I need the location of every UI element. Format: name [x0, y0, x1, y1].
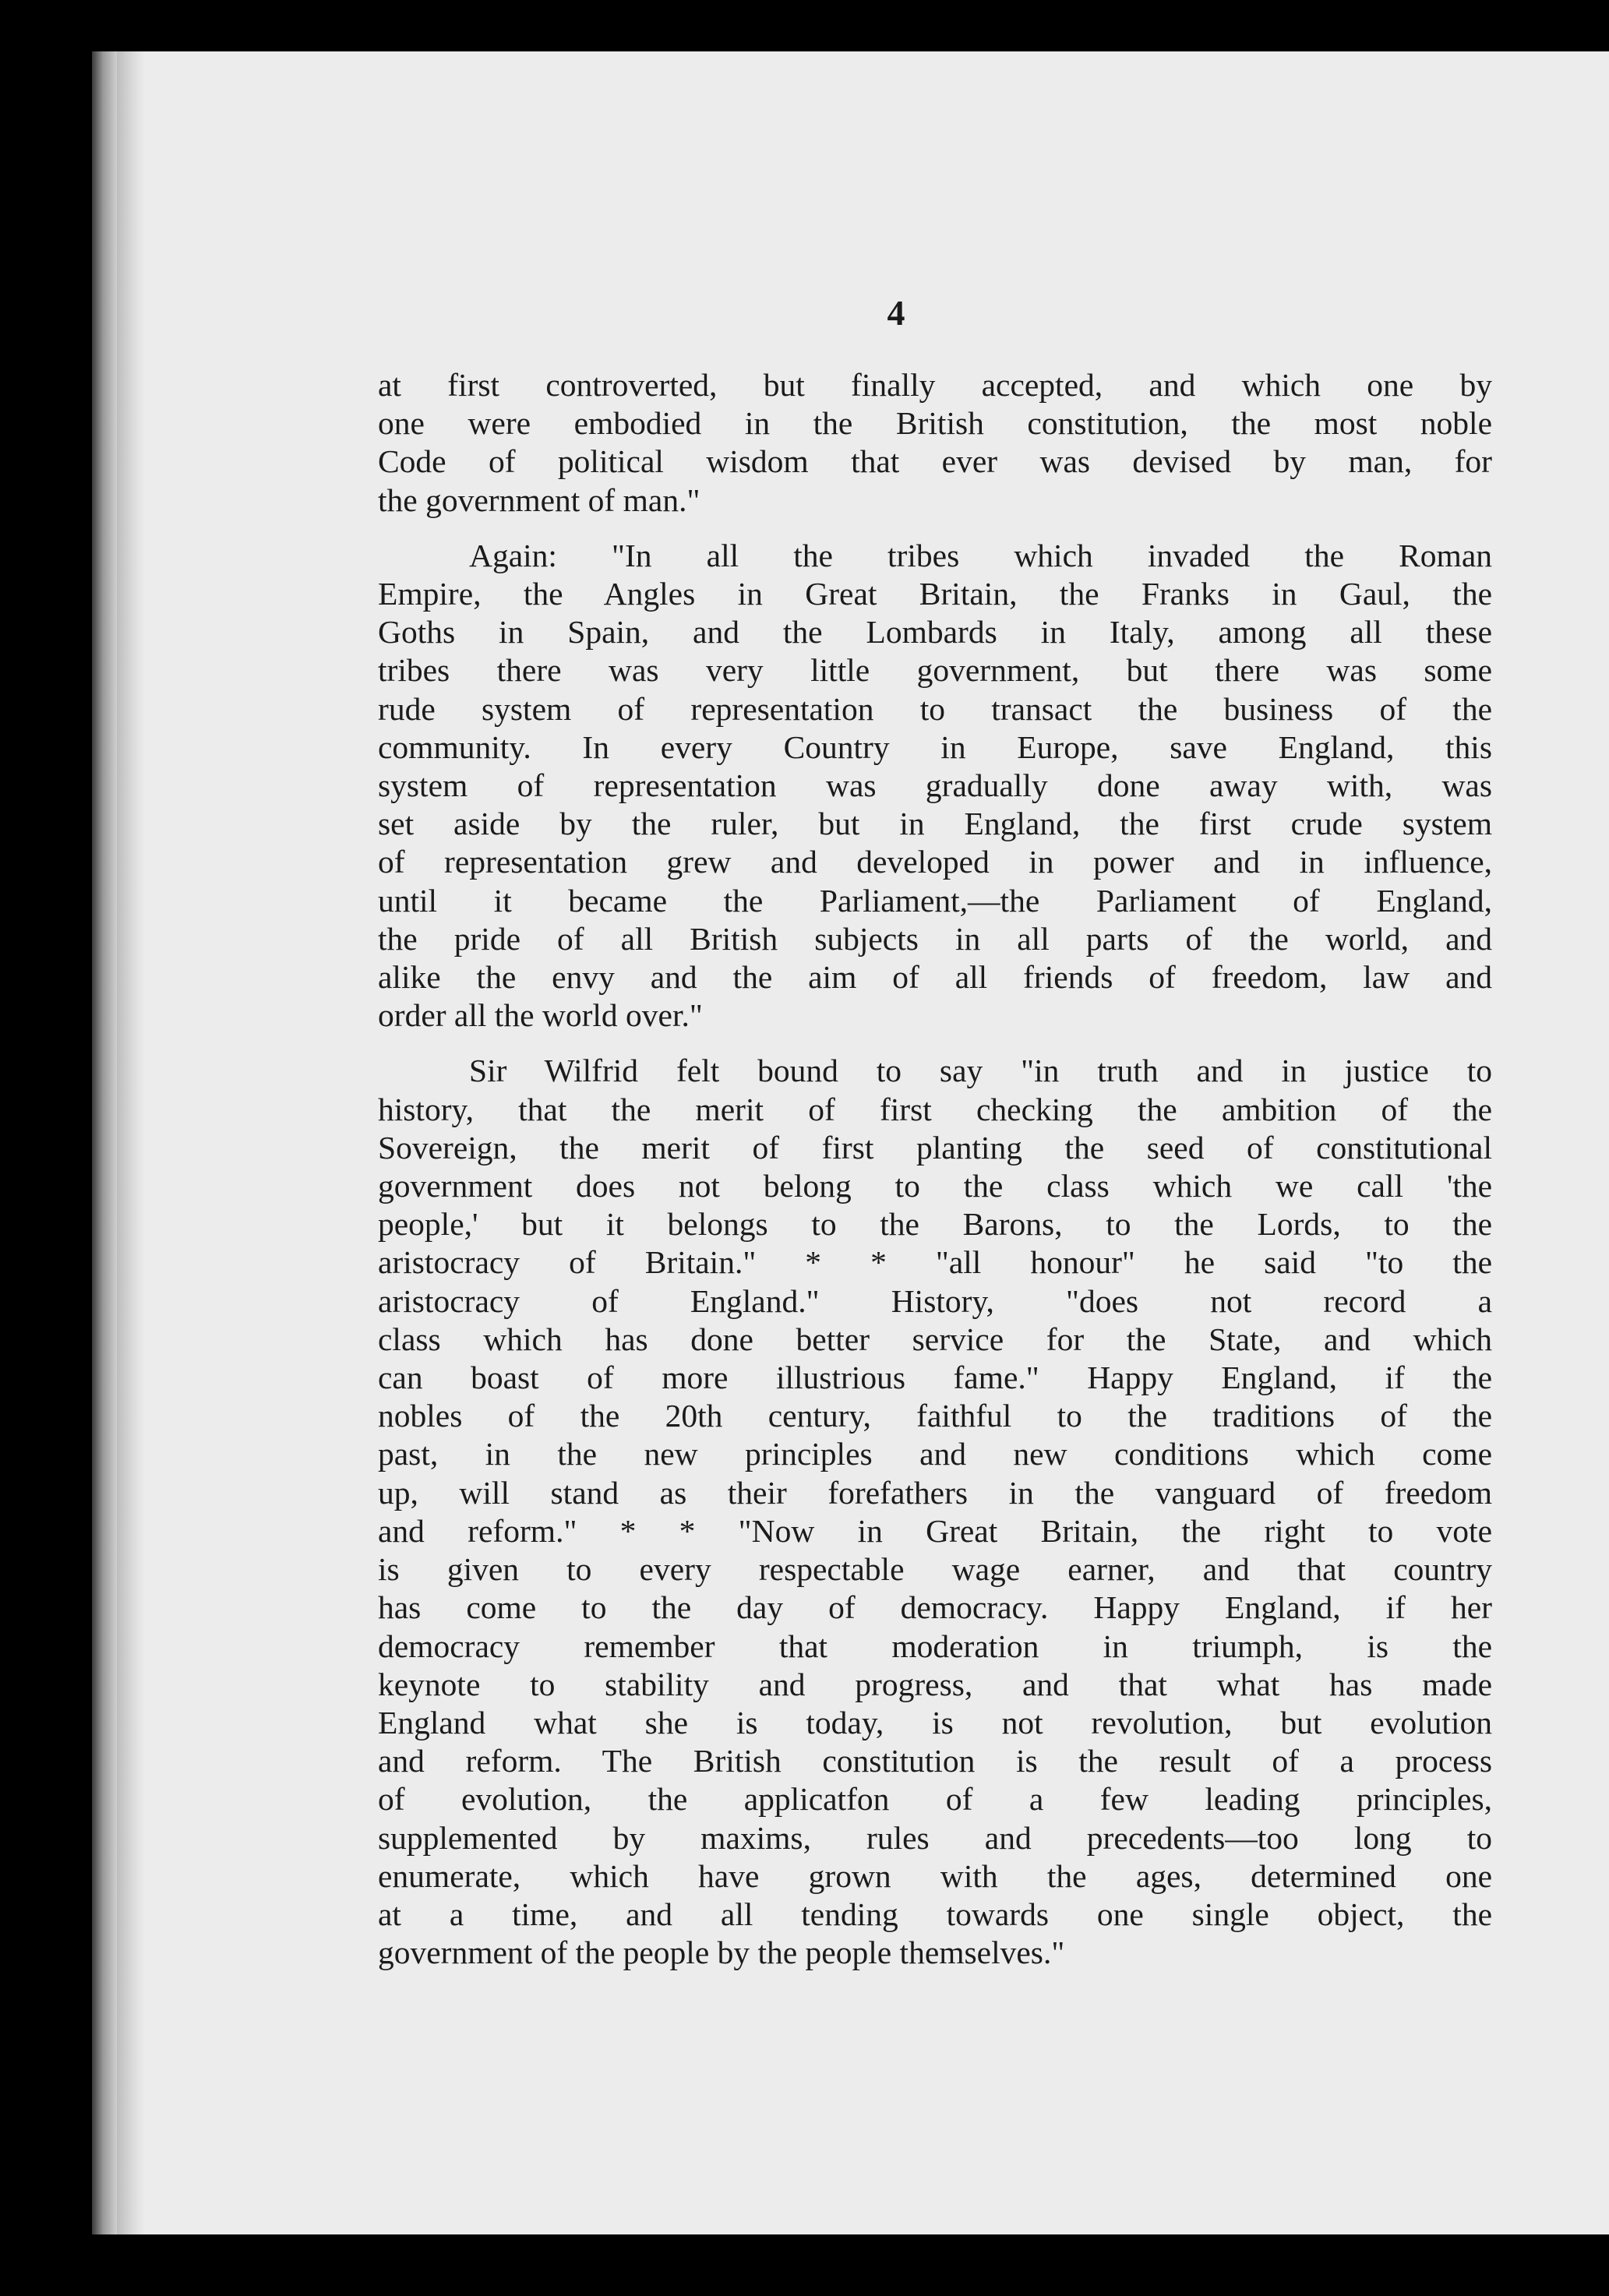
text-line: class which has done better service for the State, and which	[378, 1321, 1492, 1357]
text-line: community. In every Country in Europe, save England, this	[378, 728, 1492, 765]
body-text	[378, 366, 1492, 1972]
text-line: set aside by the ruler, but in England, the first crude system	[378, 806, 1492, 842]
text-line: democracy remember that moderation in triumph, is the	[378, 1628, 1492, 1664]
page-edge	[117, 51, 145, 2234]
text-line: aristocracy of England." History, "does not record a	[378, 1282, 1492, 1319]
paragraph-3	[378, 1052, 1492, 1972]
text-line: order all the world over."	[378, 997, 703, 1034]
text-line: tribes there was very little government, but there was some	[378, 652, 1492, 689]
text-line: Code of political wisdom that ever was devised by man, for	[378, 443, 1492, 480]
text-line: history, that the merit of first checking the ambition of the	[378, 1091, 1492, 1127]
text-line: system of representation was gradually done away with, was	[378, 767, 1492, 804]
text-line: Sovereign, the merit of first planting the seed of constitutional	[378, 1129, 1492, 1166]
text-line: Goths in Spain, and the Lombards in Italy, among all these	[378, 614, 1492, 651]
text-line: Again: "In all the tribes which invaded the Roman	[469, 537, 1492, 573]
text-line: and reform." * * "Now in Great Britain, the right to vote	[378, 1512, 1492, 1549]
text-line: one were embodied in the British constitution, the most noble	[378, 405, 1492, 442]
text-line: people,' but it belongs to the Barons, to the Lords, to the	[378, 1206, 1492, 1243]
text-line: until it became the Parliament,—the Parliament of England,	[378, 882, 1492, 919]
text-line: Sir Wilfrid felt bound to say "in truth and in justice to	[469, 1053, 1492, 1089]
text-line: of evolution, the applicatfon of a few leading principles,	[378, 1781, 1492, 1818]
binding-shadow	[92, 51, 117, 2234]
text-line: alike the envy and the aim of all friends of freedom, law and	[378, 959, 1492, 996]
text-line: England what she is today, is not revolution, but evolution	[378, 1704, 1492, 1741]
text-line: enumerate, which have grown with the ages, determined one	[378, 1857, 1492, 1894]
text-line: at a time, and all tending towards one single object, the	[378, 1896, 1492, 1932]
text-line: is given to every respectable wage earner, and that country	[378, 1551, 1492, 1588]
text-line: up, will stand as their forefathers in the vanguard of freedom	[378, 1474, 1492, 1511]
text-line: past, in the new principles and new conditions which come	[378, 1436, 1492, 1472]
text-line: keynote to stability and progress, and that what has made	[378, 1666, 1492, 1702]
text-line: of representation grew and developed in power and in influence,	[378, 844, 1492, 880]
text-line: aristocracy of Britain." * * "all honour" he said "to the	[378, 1244, 1492, 1281]
text-line: the pride of all British subjects in all parts of the world, and	[378, 920, 1492, 957]
paragraph-1	[378, 366, 1492, 520]
text-line: the government of man."	[378, 481, 700, 518]
text-line: and reform. The British constitution is the result of a process	[378, 1743, 1492, 1779]
text-line: government of the people by the people themselves."	[378, 1934, 1065, 1971]
text-line: supplemented by maxims, rules and precedents—too long to	[378, 1819, 1492, 1856]
text-line: has come to the day of democracy. Happy England, if her	[378, 1589, 1492, 1626]
text-line: at first controverted, but finally accepted, and which one by	[378, 367, 1492, 403]
text-line: nobles of the 20th century, faithful to the traditions of the	[378, 1398, 1492, 1434]
paragraph-2	[378, 537, 1492, 1035]
page-number: 4	[887, 293, 905, 333]
text-line: Empire, the Angles in Great Britain, the Franks in Gaul, the	[378, 576, 1492, 612]
text-line: rude system of representation to transact the business of the	[378, 690, 1492, 727]
text-line: government does not belong to the class which we call 'the	[378, 1168, 1492, 1204]
text-line: can boast of more illustrious fame." Happy England, if the	[378, 1360, 1492, 1396]
